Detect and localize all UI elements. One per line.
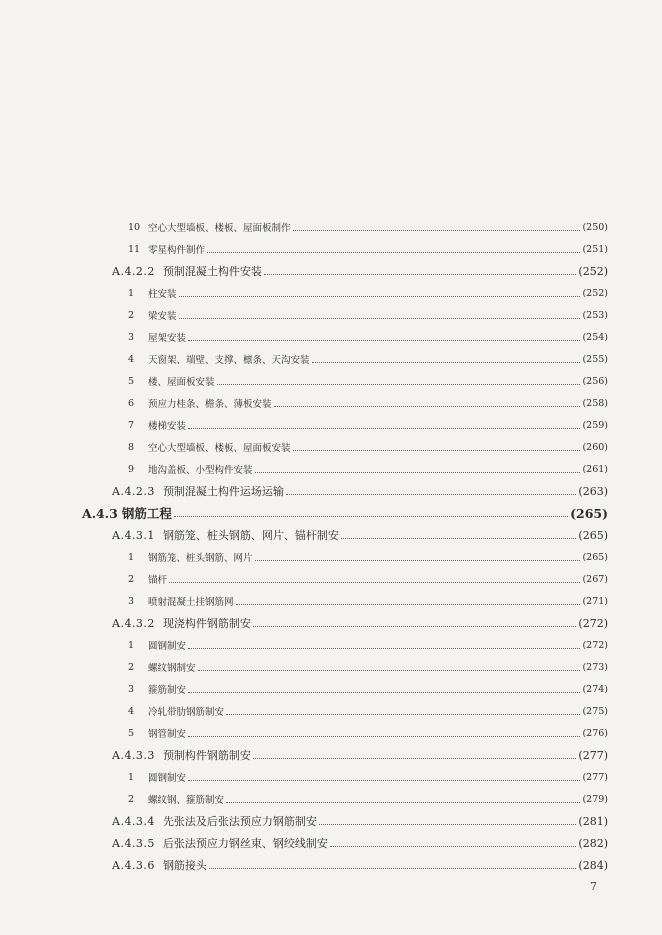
dot-leader: [188, 340, 580, 341]
toc-entry[interactable]: [0, 349, 662, 369]
dot-leader: [217, 384, 581, 385]
toc-entry-number: A.4.2.2: [112, 264, 155, 278]
toc-entry-page: (275): [582, 705, 608, 717]
dot-leader: [169, 582, 580, 583]
dot-leader: [179, 296, 581, 297]
dot-leader: [293, 230, 581, 231]
toc-entry-number: A.4.2.3: [112, 484, 155, 498]
toc-entry[interactable]: [0, 217, 662, 237]
toc-entry-title: 柱安装: [148, 289, 177, 300]
toc-entry-title: 钢管制安: [148, 729, 187, 740]
toc-entry-number: 7: [128, 419, 135, 431]
toc-entry-page: (282): [578, 836, 608, 850]
toc-entry[interactable]: [0, 789, 662, 809]
dot-leader: [286, 494, 576, 495]
toc-entry[interactable]: [0, 481, 662, 501]
toc-entry-number: 2: [128, 309, 135, 321]
toc-entry[interactable]: [0, 459, 662, 479]
toc-entry[interactable]: [0, 525, 662, 545]
toc-entry-title: 钢筋工程: [121, 506, 172, 521]
toc-entry[interactable]: [0, 723, 662, 743]
dot-leader: [253, 626, 576, 627]
dot-leader: [319, 824, 576, 825]
toc-entry-title: 屋架安装: [148, 333, 187, 344]
toc-entry[interactable]: [0, 833, 662, 853]
dot-leader: [188, 428, 580, 429]
dot-leader: [312, 362, 581, 363]
toc-entry-title: 螺纹钢制安: [148, 663, 196, 674]
toc-entry-page: (252): [582, 287, 608, 299]
toc-entry-page: (260): [582, 441, 608, 453]
toc-entry[interactable]: [0, 855, 662, 875]
toc-entry-title: 天窗架、端壁、支撑、檩条、天沟安装: [148, 355, 310, 366]
dot-leader: [188, 780, 580, 781]
toc-entry-page: (272): [582, 639, 608, 651]
toc-entry-page: (261): [582, 463, 608, 475]
toc-entry[interactable]: [0, 745, 662, 765]
toc-entry-title: 预制构件钢筋制安: [162, 749, 251, 762]
toc-entry-number: 4: [128, 353, 135, 365]
toc-entry-title: 预制混凝土构件运场运输: [162, 485, 284, 498]
toc-entry-title: 钢筋接头: [162, 859, 207, 872]
dot-leader: [264, 274, 576, 275]
toc-entry-title: 箍筋制安: [148, 685, 187, 696]
toc-entry-title: 地沟盖板、小型构件安装: [148, 465, 253, 476]
toc-entry[interactable]: [0, 811, 662, 831]
toc-entry-number: 5: [128, 375, 135, 387]
toc-entry-number: 1: [128, 639, 135, 651]
toc-entry-title: 预制混凝土构件安装: [162, 265, 262, 278]
toc-entry-page: (265): [570, 505, 608, 521]
toc-entry-number: 2: [128, 661, 135, 673]
toc-entry-number: 1: [128, 771, 135, 783]
toc-entry-title: 预应力桂条、檐条、薄板安装: [148, 399, 272, 410]
toc-entry[interactable]: [0, 503, 662, 523]
toc-entry-number: A.4.3.1: [112, 528, 155, 542]
dot-leader: [209, 868, 576, 869]
toc-entry-number: A.4.3.2: [112, 616, 155, 630]
dot-leader: [255, 472, 581, 473]
toc-entry[interactable]: [0, 613, 662, 633]
toc-entry-page: (272): [578, 616, 608, 630]
toc-entry[interactable]: [0, 437, 662, 457]
toc-entry-title: 先张法及后张法预应力钢筋制安: [162, 815, 317, 828]
toc-entry[interactable]: [0, 239, 662, 259]
toc-entry[interactable]: [0, 591, 662, 611]
toc-entry-page: (253): [582, 309, 608, 321]
toc-entry-number: 1: [128, 287, 135, 299]
toc-entry-page: (265): [582, 551, 608, 563]
toc-entry[interactable]: [0, 261, 662, 281]
toc-entry-number: 11: [128, 243, 141, 255]
toc-entry-number: 2: [128, 573, 135, 585]
toc-entry-number: A.4.3: [82, 505, 118, 521]
toc-entry-page: (263): [578, 484, 608, 498]
toc-entry-page: (271): [582, 595, 608, 607]
toc-entry-number: A.4.3.4: [112, 814, 155, 828]
dot-leader: [236, 604, 581, 605]
dot-leader: [274, 406, 581, 407]
toc-entry-number: A.4.3.5: [112, 836, 155, 850]
toc-entry-page: (277): [578, 748, 608, 762]
dot-leader: [293, 450, 581, 451]
toc-entry-number: A.4.3.3: [112, 748, 155, 762]
toc-entry-number: 3: [128, 595, 135, 607]
toc-entry-title: 零星构件制作: [148, 245, 206, 256]
dot-leader: [341, 538, 576, 539]
toc-entry-number: 3: [128, 683, 135, 695]
toc-entry[interactable]: [0, 327, 662, 347]
toc-entry-page: (267): [582, 573, 608, 585]
toc-entry-number: 4: [128, 705, 135, 717]
toc-entry-page: (281): [578, 814, 608, 828]
toc-entry-title: 现浇构件钢筋制安: [162, 617, 251, 630]
toc-entry-title: 后张法预应力钢丝束、钢绞线制安: [162, 837, 328, 850]
toc-entry-number: 10: [128, 221, 141, 233]
page-number: 7: [590, 880, 597, 893]
toc-entry-title: 钢筋笼、桩头钢筋、网片: [148, 553, 253, 564]
toc-entry-page: (277): [582, 771, 608, 783]
toc-entry[interactable]: [0, 547, 662, 567]
toc-entry[interactable]: [0, 701, 662, 721]
toc-entry-title: 梁安装: [148, 311, 177, 322]
toc-entry-page: (258): [582, 397, 608, 409]
dot-leader: [188, 692, 580, 693]
toc-entry[interactable]: [0, 569, 662, 589]
toc-entry-number: 5: [128, 727, 135, 739]
toc-entry-page: (259): [582, 419, 608, 431]
toc-entry-title: 锚杆: [148, 575, 168, 586]
toc-entry-page: (251): [582, 243, 608, 255]
toc-entry-page: (273): [582, 661, 608, 673]
toc-entry-title: 圆钢制安: [148, 773, 187, 784]
dot-leader: [198, 670, 581, 671]
dot-leader: [188, 648, 580, 649]
toc-entry-number: 8: [128, 441, 135, 453]
dot-leader: [330, 846, 576, 847]
toc-entry-page: (254): [582, 331, 608, 343]
dot-leader: [188, 736, 580, 737]
toc-entry[interactable]: [0, 657, 662, 677]
toc-entry[interactable]: [0, 283, 662, 303]
toc-entry-page: (252): [578, 264, 608, 278]
toc-entry-number: 9: [128, 463, 135, 475]
toc-entry[interactable]: [0, 767, 662, 787]
toc-entry[interactable]: [0, 635, 662, 655]
toc-entry-page: (276): [582, 727, 608, 739]
dot-leader: [174, 516, 568, 517]
toc-entry-title: 螺纹钢、箍筋制安: [148, 795, 225, 806]
dot-leader: [253, 758, 576, 759]
toc-entry[interactable]: [0, 679, 662, 699]
toc-entry-page: (265): [578, 528, 608, 542]
toc-entry-page: (256): [582, 375, 608, 387]
toc-entry-number: A.4.3.6: [112, 858, 155, 872]
toc-entry-number: 6: [128, 397, 135, 409]
toc-entry-page: (279): [582, 793, 608, 805]
toc-entry-number: 2: [128, 793, 135, 805]
toc-entry-title: 喷射混凝土挂钢筋网: [148, 597, 234, 608]
dot-leader: [207, 252, 580, 253]
toc-entry[interactable]: [0, 371, 662, 391]
toc-entry-title: 圆钢制安: [148, 641, 187, 652]
toc-entry-page: (284): [578, 858, 608, 872]
toc-entry-title: 空心大型墙板、楼板、屋面板制作: [148, 223, 291, 234]
toc-entry-page: (250): [582, 221, 608, 233]
toc-entry-title: 空心大型墙板、楼板、屋面板安装: [148, 443, 291, 454]
toc-entry[interactable]: [0, 415, 662, 435]
toc-entry-title: 冷轧带肋钢筋制安: [148, 707, 225, 718]
toc-entry[interactable]: [0, 305, 662, 325]
toc-entry-title: 楼梯安装: [148, 421, 187, 432]
toc-entry-page: (274): [582, 683, 608, 695]
dot-leader: [179, 318, 581, 319]
dot-leader: [226, 802, 580, 803]
toc-entry-page: (255): [582, 353, 608, 365]
dot-leader: [255, 560, 581, 561]
toc-entry-number: 1: [128, 551, 135, 563]
toc-entry-title: 钢筋笼、桩头钢筋、网片、锚杆制安: [162, 529, 339, 542]
dot-leader: [226, 714, 580, 715]
toc-entry[interactable]: [0, 393, 662, 413]
toc-entry-number: 3: [128, 331, 135, 343]
toc-entry-title: 楼、屋面板安装: [148, 377, 215, 388]
